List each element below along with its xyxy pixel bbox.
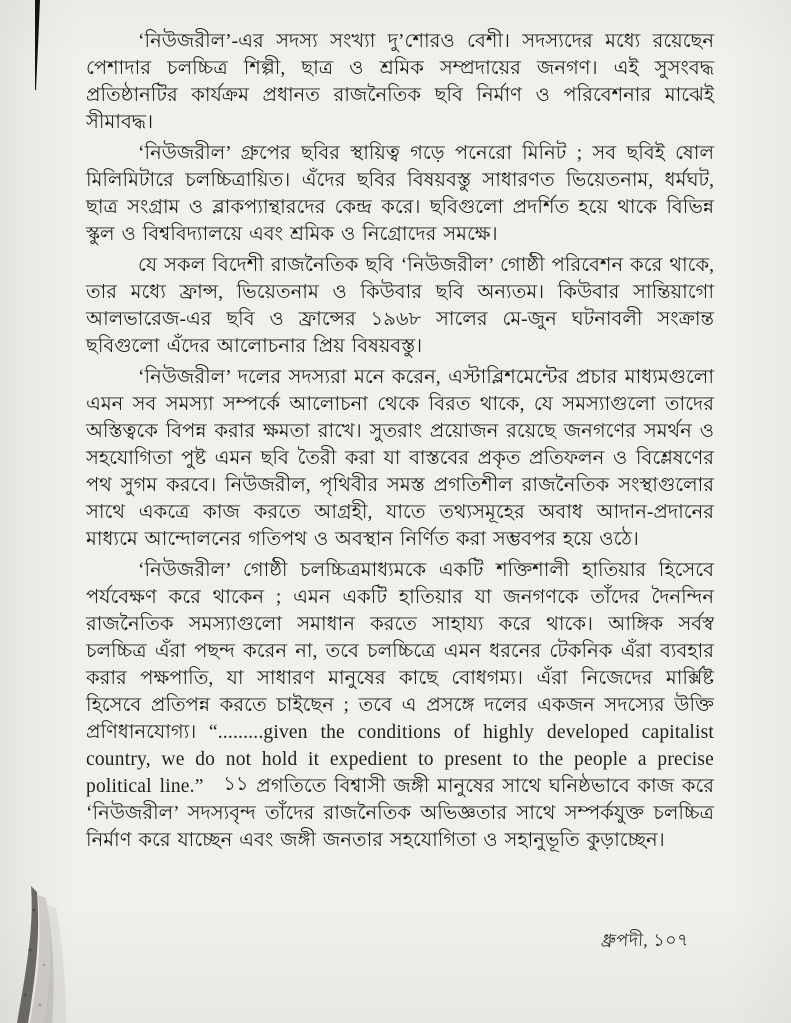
paragraph-5-bengali-lead: ‘নিউজরীল’ গোষ্ঠী চলচ্চিত্রমাধ্যমকে একটি শক্তিশালী হাতিয়ার হিসেবে পর্যবেক্ষণ করে থাকেন ; এমন একটি হাতিয়ার যা জনগণকে তাঁদের দৈনন্দিন রাজনৈতিক সমস্যাগুলো সমাধান করতে সাহায্য করে থাকে। আঙ্গিক সর্বস্ব চলচ্চিত্র এঁরা পছন্দ করেন না, তবে চলচ্চিত্রে এমন ধরনের টেকনিক এঁরা ব্যবহার করার পক্ষপাতি, যা সাধারণ মানুষের কাছে বোধগম্য। এঁরা নিজেদের মার্ক্সিষ্ট হিসেবে প্রতিপন্ন করতে চাইছেন ; তবে এ প্রসঙ্গে দলের একজন সদস্যের উক্তি প্রণিধানযোগ্য। [86,560,714,743]
paragraph-3: যে সকল বিদেশী রাজনৈতিক ছবি ‘নিউজরীল’ গোষ্ঠী পরিবেশন করে থাকে, তার মধ্যে ফ্রান্স, ভিয়েতনাম ও কিউবার ছবি অন্যতম। কিউবার সান্তিয়াগো আলভারেজ-এর ছবি ও ফ্রান্সের ১৯৬৮ সালের মে-জুন ঘটনাবলী সংক্রান্ত ছবিগুলো এঁদের আলোচনার প্রিয় বিষয়বস্তু। [86,255,714,357]
text-block [86,28,714,858]
journal-name-and-page-number: ধ্রুপদী, ১০৭ [600,929,690,951]
paragraph-4: ‘নিউজরীল’ দলের সদস্যরা মনে করেন, এস্টাব্লিশমেন্টের প্রচার মাধ্যমগুলো এমন সব সমস্যা সম্পর্কে আলোচনা থেকে বিরত থাকে, যে সমস্যাগুলো তাদের অস্তিত্বকে বিপন্ন করার ক্ষমতা রাখে। সুতরাং প্রয়োজন রয়েছে জনগণের সমর্থন ও সহযোগিতা পুষ্ট এমন ছবি তৈরী করা যা বাস্তবের প্রকৃত প্রতিফলন ও বিশ্লেষণের পথ সুগম করবে। নিউজরীল, পৃথিবীর সমস্ত প্রগতিশীল রাজনৈতিক সংস্থাগুলোর সাথে একত্রে কাজ করতে আগ্রহী, যাতে তথ্যসমূহের অবাধ আদান-প্রদানের মাধ্যমে আন্দোলনের গতিপথ ও অবস্থান নির্ণিত করা সম্ভবপর হয়ে ওঠে। [86,367,714,550]
paragraph-5 [86,557,714,854]
english-quotation: “.........given the conditions of highly developed capitalist country, we do not hold it expedient to present to the people a precise political line.” [86,722,715,797]
binding-line-mark [35,0,40,90]
paragraph-1: ‘নিউজরীল’-এর সদস্য সংখ্যা দু’শোরও বেশী। সদস্যদের মধ্যে রয়েছেন পেশাদার চলচ্চিত্র শিল্পী, ছাত্র ও শ্রমিক সম্প্রদায়ের জনগণ। এই সুসংবদ্ধ প্রতিষ্ঠানটির কার্যক্রম প্রধানত রাজনৈতিক ছবি নির্মাণ ও পরিবেশনার মাঝেই সীমাবদ্ধ। [86,31,714,133]
paragraph-5-bengali-tail: প্রগতিতে বিশ্বাসী জঙ্গী মানুষের সাথে ঘনিষ্ঠভাবে কাজ করে ‘নিউজরীল’ সদস্যবৃন্দ তাঁদের রাজনৈতিক অভিজ্ঞতার সাথে সম্পর্কযুক্ত চলচ্চিত্র নির্মাণ করে যাচ্ছেন এবং জঙ্গী জনতার সহযোগিতা ও সহানুভূতি কুড়াচ্ছেন। [86,776,715,851]
paragraph-2: ‘নিউজরীল’ গ্রুপের ছবির স্থায়িত্ব গড়ে পনেরো মিনিট ; সব ছবিই ষোল মিলিমিটারে চলচ্চিত্রায়িত। এঁদের ছবির বিষয়বস্তু সাধারণত ভিয়েতনাম, ধর্মঘট, ছাত্র সংগ্রাম ও ব্লাকপ্যান্থারদের কেন্দ্র করে। ছবিগুলো প্রদর্শিত হয়ে থাকে বিভিন্ন স্কুল ও বিশ্ববিদ্যালয়ে এবং শ্রমিক ও নিগ্রোদের সমক্ষে। [86,143,714,245]
footnote-marker: ১১ [223,774,249,795]
page-edge-smudge-light [44,905,66,1023]
page-edge-smudge [30,895,54,1023]
page-footer [600,928,690,958]
page-edge-mark [17,886,38,1023]
